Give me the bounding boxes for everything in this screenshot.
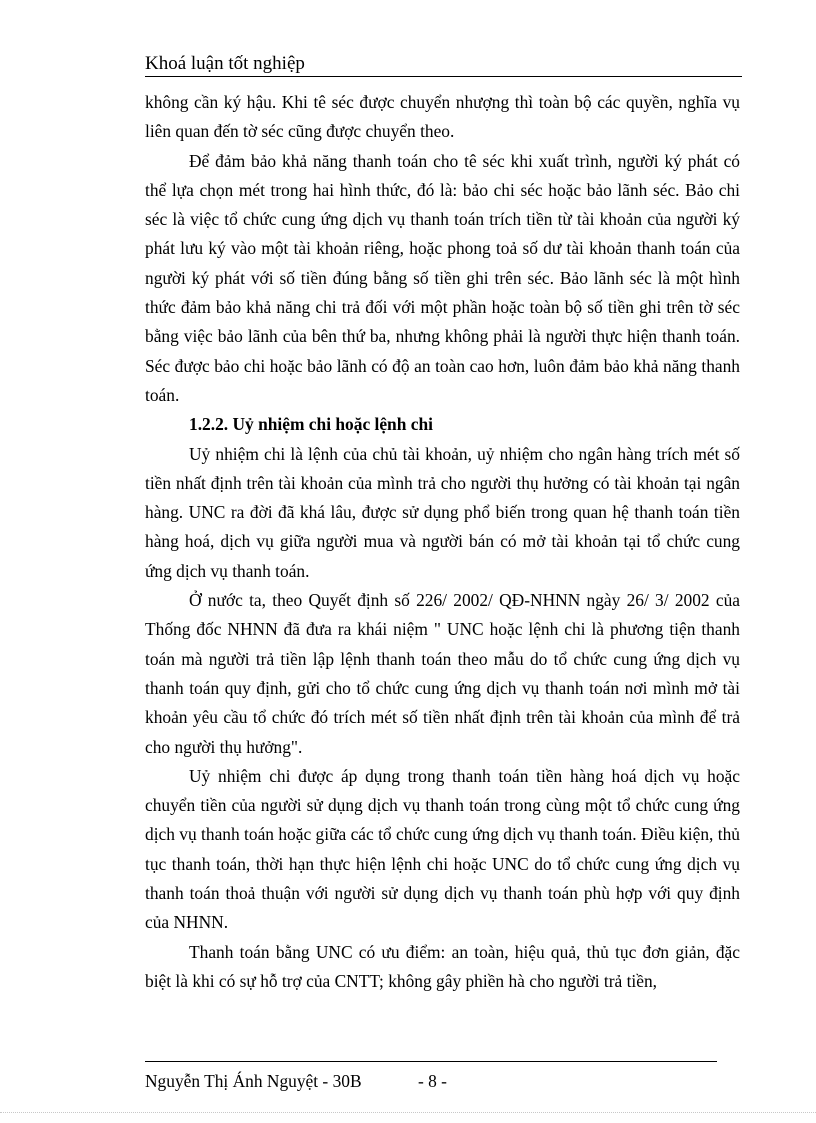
page-edge-divider xyxy=(0,1112,816,1113)
footer-divider xyxy=(145,1061,717,1062)
footer-author: Nguyễn Thị Ánh Nguyệt - 30B xyxy=(145,1071,362,1091)
paragraph-5: Uỷ nhiệm chi được áp dụng trong thanh toán tiền hàng hoá dịch vụ hoặc chuyển tiền của người sử dụng dịch vụ thanh toán trong cùng một tổ chức cung ứng dịch vụ thanh toán hoặc giữa các tổ chức cung ứng dịch vụ thanh toán. Điều kiện, thủ tục thanh toán, thời hạn thực hiện lệnh chi hoặc UNC do tổ chức cung ứng dịch vụ thanh toán thoả thuận với người sử dụng dịch vụ thanh toán phù hợp với quy định của NHNN. xyxy=(145,765,740,933)
paragraph-1: không cần ký hậu. Khi tê séc được chuyển nhượng thì toàn bộ các quyền, nghĩa vụ liên quan đến tờ séc cũng được chuyển theo. xyxy=(145,92,740,142)
paragraph-2: Để đảm bảo khả năng thanh toán cho tê séc khi xuất trình, người ký phát có thể lựa chọn mét trong hai hình thức, đó là: bảo chi séc hoặc bảo lãnh séc. Bảo chi séc là việc tổ chức cung ứng dịch vụ thanh toán trích tiền từ tài khoản của người ký phát lưu ký vào một tài khoản riêng, hoặc phong toả số dư tài khoản thanh toán của người ký phát với số tiền đúng bằng số tiền ghi trên séc. Bảo lãnh séc là một hình thức đảm bảo khả năng chi trả đối với một phần hoặc toàn bộ số tiền ghi trên tờ séc bằng việc bảo lãnh của bên thứ ba, nhưng không phải là người thực hiện thanh toán. Séc được bảo chi hoặc bảo lãnh có độ an toàn cao hơn, luôn đảm bảo khả năng thanh toán. xyxy=(145,150,740,405)
document-body xyxy=(145,88,740,996)
paragraph-6: Thanh toán bằng UNC có ưu điểm: an toàn, hiệu quả, thủ tục đơn giản, đặc biệt là khi có sự hỗ trợ của CNTT; không gây phiền hà cho người trả tiền, xyxy=(145,941,740,991)
page-number: - 8 - xyxy=(418,1071,447,1091)
paragraph-3: Uỷ nhiệm chi là lệnh của chủ tài khoản, uỷ nhiệm cho ngân hàng trích mét số tiền nhất định trên tài khoản của mình trả cho người thụ hưởng có tài khoản tại ngân hàng. UNC ra đời đã khá lâu, được sử dụng phổ biến trong quan hệ thanh toán tiền hàng hoá, dịch vụ giữa người mua và người bán có mở tài khoản tại tổ chức cung ứng dịch vụ thanh toán. xyxy=(145,443,740,581)
header-title: Khoá luận tốt nghiệp xyxy=(145,53,305,74)
page-header xyxy=(145,50,742,77)
section-heading: 1.2.2. Uỷ nhiệm chi hoặc lệnh chi xyxy=(189,414,433,435)
paragraph-4: Ở nước ta, theo Quyết định số 226/ 2002/ QĐ-NHNN ngày 26/ 3/ 2002 của Thống đốc NHNN đã đưa ra khái niệm " UNC hoặc lệnh chi là phương tiện thanh toán mà người trả tiền lập lệnh thanh toán theo mẫu do tổ chức cung ứng dịch vụ thanh toán quy định, gửi cho tổ chức cung ứng dịch vụ thanh toán nơi mình mở tài khoản yêu cầu tổ chức đó trích mét số tiền nhất định trên tài khoản của mình để trả cho người thụ hưởng". xyxy=(145,590,740,757)
